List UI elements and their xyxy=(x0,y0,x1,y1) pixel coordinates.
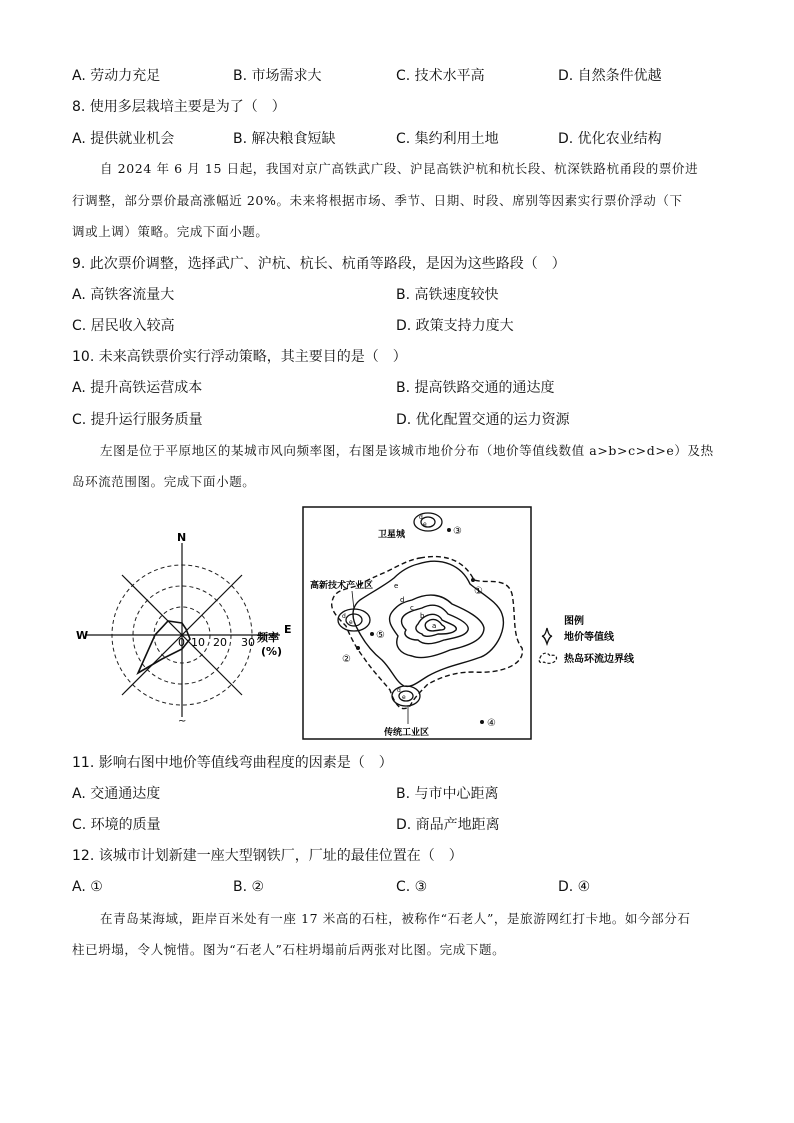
q12-option-c[interactable]: C. ③ xyxy=(396,879,428,895)
legend-contour-label: 地价等值线 xyxy=(564,632,614,643)
legend-boundary-label: 热岛环流边界线 xyxy=(564,654,634,665)
contour-label-e: e xyxy=(394,582,399,590)
wind-tick-20: 20 xyxy=(213,636,227,649)
site1-dot xyxy=(471,578,475,582)
legend-contour-icon xyxy=(542,628,552,644)
city-land-value-map xyxy=(302,506,534,742)
site3-label: ③ xyxy=(453,526,462,537)
q10-stem: 10. 未来高铁票价实行浮动策略，其主要目的是（ ） xyxy=(72,349,407,365)
passage3-line-1: 在青岛某海域，距岸百米处有一座 17 米高的石柱，被称作“石老人”，是旅游网红打卡地。如今部分石 xyxy=(100,911,691,926)
wind-label-east: E xyxy=(284,623,292,636)
contour-label-b: b xyxy=(420,612,425,620)
site5-dot xyxy=(370,632,374,636)
q9-option-d[interactable]: D. 政策支持力度大 xyxy=(396,318,514,334)
site2-label: ② xyxy=(342,654,351,665)
q9-option-a[interactable]: A. 高铁客流量大 xyxy=(72,287,175,303)
site4-label: ④ xyxy=(487,718,496,729)
passage3-line-2: 柱已坍塌，令人惋惜。图为“石老人”石柱坍塌前后两张对比图。完成下题。 xyxy=(72,942,506,957)
traditional-label-d: d xyxy=(397,687,401,694)
q8-option-a[interactable]: A. 提供就业机会 xyxy=(72,131,175,147)
q7-option-c[interactable]: C. 技术水平高 xyxy=(396,68,485,84)
map-legend xyxy=(536,610,666,670)
q7-option-d[interactable]: D. 自然条件优越 xyxy=(558,68,662,84)
satellite-label-d: d xyxy=(419,514,423,521)
wind-label-south: ~ xyxy=(178,716,187,725)
contour-label-d: d xyxy=(400,596,405,604)
q10-option-a[interactable]: A. 提升高铁运营成本 xyxy=(72,380,203,396)
passage1-line-3: 调或上调）策略。完成下面小题。 xyxy=(72,224,269,239)
q10-option-c[interactable]: C. 提升运行服务质量 xyxy=(72,412,203,428)
q12-stem: 12. 该城市计划新建一座大型钢铁厂，厂址的最佳位置在（ ） xyxy=(72,848,463,864)
q7-option-b[interactable]: B. 市场需求大 xyxy=(233,68,322,84)
wind-tick-10: 10 xyxy=(191,636,205,649)
wind-label-north: N xyxy=(177,531,187,544)
q10-option-b[interactable]: B. 提高铁路交通的通达度 xyxy=(396,380,555,396)
satellite-city-label: 卫星城 xyxy=(378,530,406,540)
q9-stem: 9. 此次票价调整，选择武广、沪杭、杭长、杭甬等路段，是因为这些路段（ ） xyxy=(72,256,566,272)
q11-option-c[interactable]: C. 环境的质量 xyxy=(72,817,161,833)
q11-option-b[interactable]: B. 与市中心距离 xyxy=(396,786,499,802)
legend-boundary-icon xyxy=(539,653,556,663)
traditional-zone-label: 传统工业区 xyxy=(384,728,430,738)
traditional-label-e: e xyxy=(402,694,406,701)
wind-tick-30: 30 xyxy=(241,636,255,649)
contour-label-c: c xyxy=(410,604,414,612)
passage2-line-1: 左图是位于平原地区的某城市风向频率图，右图是该城市地价分布（地价等值线数值 a>b>c>d>e）及热 xyxy=(100,443,714,458)
q12-option-a[interactable]: A. ① xyxy=(72,879,103,895)
q8-option-c[interactable]: C. 集约利用土地 xyxy=(396,131,499,147)
q12-option-d[interactable]: D. ④ xyxy=(558,879,591,895)
site3-dot xyxy=(447,528,451,532)
wind-freq-label: 频率 xyxy=(257,631,279,644)
site1-label: ① xyxy=(474,586,483,597)
q12-option-b[interactable]: B. ② xyxy=(233,879,265,895)
hitech-zone-label: 高新技术产业区 xyxy=(310,581,374,591)
satellite-label-e: e xyxy=(423,521,427,528)
site5-label: ⑤ xyxy=(376,630,385,641)
wind-label-west: W xyxy=(76,629,89,642)
hitech-label-e: e xyxy=(349,619,353,626)
q9-option-b[interactable]: B. 高铁速度较快 xyxy=(396,287,499,303)
q8-stem: 8. 使用多层栽培主要是为了（ ） xyxy=(72,99,286,115)
wind-rose-figure xyxy=(70,525,300,725)
q10-option-d[interactable]: D. 优化配置交通的运力资源 xyxy=(396,412,570,428)
site2-dot xyxy=(356,646,360,650)
q9-option-c[interactable]: C. 居民收入较高 xyxy=(72,318,175,334)
hitech-label-d: d xyxy=(342,613,346,620)
contour-label-a: a xyxy=(432,622,437,630)
q8-option-d[interactable]: D. 优化农业结构 xyxy=(558,131,662,147)
passage2-line-2: 岛环流范围图。完成下面小题。 xyxy=(72,474,256,489)
q11-option-a[interactable]: A. 交通通达度 xyxy=(72,786,161,802)
wind-freq-unit: (%) xyxy=(261,645,283,658)
legend-title: 图例 xyxy=(564,616,584,627)
site4-dot xyxy=(480,720,484,724)
q11-stem: 11. 影响右图中地价等值线弯曲程度的因素是（ ） xyxy=(72,755,393,771)
passage1-line-1: 自 2024 年 6 月 15 日起，我国对京广高铁武广段、沪昆高铁沪杭和杭长段、杭深铁路杭甬段的票价进 xyxy=(100,161,699,176)
wind-tick-0: 0 xyxy=(178,636,185,649)
q8-option-b[interactable]: B. 解决粮食短缺 xyxy=(233,131,336,147)
passage1-line-2: 行调整，部分票价最高涨幅近 20%。未来将根据市场、季节、日期、时段、席别等因素实行票价浮动（下 xyxy=(72,193,683,208)
map-frame xyxy=(303,507,531,739)
q11-option-d[interactable]: D. 商品产地距离 xyxy=(396,817,500,833)
q7-option-a[interactable]: A. 劳动力充足 xyxy=(72,68,161,84)
